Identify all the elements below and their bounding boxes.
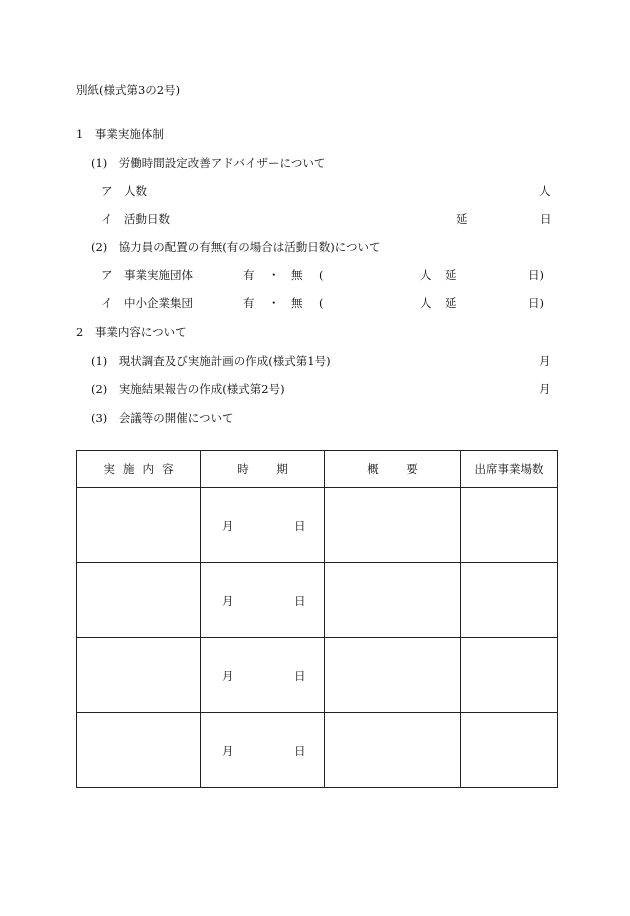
day-label: 日	[294, 519, 306, 533]
summary-cell[interactable]	[325, 488, 461, 563]
cooperator-persons: 人	[420, 296, 432, 310]
cooperator-row-label: ア 事業実施団体	[101, 268, 193, 282]
activity-days-unit: 日	[540, 212, 552, 226]
attendance-cell[interactable]	[461, 713, 558, 788]
section1-sub2-label: (2) 協力員の配置の有無(有の場合は活動日数)について	[91, 240, 381, 254]
cooperator-no: 無	[291, 268, 303, 282]
period-cell[interactable]	[201, 563, 325, 638]
result-report-label: (2) 実施結果報告の作成(様式第2号)	[91, 382, 285, 396]
advisor-count-unit: 人	[539, 184, 551, 198]
cooperator-yes: 有	[243, 268, 255, 282]
period-cell[interactable]	[201, 488, 325, 563]
table-row	[77, 488, 558, 563]
attendance-cell[interactable]	[461, 563, 558, 638]
cooperator-persons: 人	[420, 268, 432, 282]
content-cell[interactable]	[77, 488, 201, 563]
survey-plan-label: (1) 現状調査及び実施計画の作成(様式第1号)	[91, 354, 331, 368]
cooperator-dot: ・	[268, 268, 280, 282]
month-label: 月	[222, 669, 234, 683]
content-cell[interactable]	[77, 713, 201, 788]
period-cell[interactable]	[201, 638, 325, 713]
header-period: 時期	[201, 451, 325, 488]
cooperator-open-paren: (	[319, 268, 324, 282]
month-label: 月	[222, 594, 234, 608]
day-label: 日	[294, 744, 306, 758]
header-content: 実施内容	[77, 451, 201, 488]
header-attending-workplaces: 出席事業場数	[461, 451, 558, 488]
period-cell[interactable]	[201, 713, 325, 788]
table-row	[77, 638, 558, 713]
cooperator-open-paren: (	[319, 296, 324, 310]
activity-days-nobe: 延	[456, 212, 468, 226]
month-label: 月	[222, 744, 234, 758]
attachment-label: 別紙(様式第3の2号)	[76, 83, 181, 97]
cooperator-nobe: 延	[445, 296, 457, 310]
survey-plan-unit: 月	[539, 354, 551, 368]
meetings-label: (3) 会議等の開催について	[91, 411, 234, 425]
activity-days-label: イ 活動日数	[101, 212, 170, 226]
cooperator-yes: 有	[243, 296, 255, 310]
cooperator-no: 無	[291, 296, 303, 310]
cooperator-dot: ・	[268, 296, 280, 310]
day-label: 日	[294, 669, 306, 683]
section1-sub1-label: (1) 労働時間設定改善アドバイザーについて	[91, 156, 326, 170]
attendance-cell[interactable]	[461, 488, 558, 563]
header-summary: 概要	[325, 451, 461, 488]
section2-heading: 2 事業内容について	[76, 325, 187, 339]
month-label: 月	[222, 519, 234, 533]
content-cell[interactable]	[77, 638, 201, 713]
content-cell[interactable]	[77, 563, 201, 638]
summary-cell[interactable]	[325, 713, 461, 788]
result-report-unit: 月	[539, 382, 551, 396]
cooperator-row-label: イ 中小企業集団	[101, 296, 193, 310]
table-row	[77, 563, 558, 638]
summary-cell[interactable]	[325, 638, 461, 713]
day-label: 日	[294, 594, 306, 608]
table-header-row	[77, 451, 558, 488]
cooperator-days: 日)	[528, 296, 544, 310]
section1-heading: 1 事業実施体制	[76, 127, 164, 141]
table-row	[77, 713, 558, 788]
cooperator-nobe: 延	[445, 268, 457, 282]
attendance-cell[interactable]	[461, 638, 558, 713]
summary-cell[interactable]	[325, 563, 461, 638]
cooperator-days: 日)	[528, 268, 544, 282]
advisor-count-label: ア 人数	[101, 184, 147, 198]
meetings-table	[76, 450, 558, 788]
